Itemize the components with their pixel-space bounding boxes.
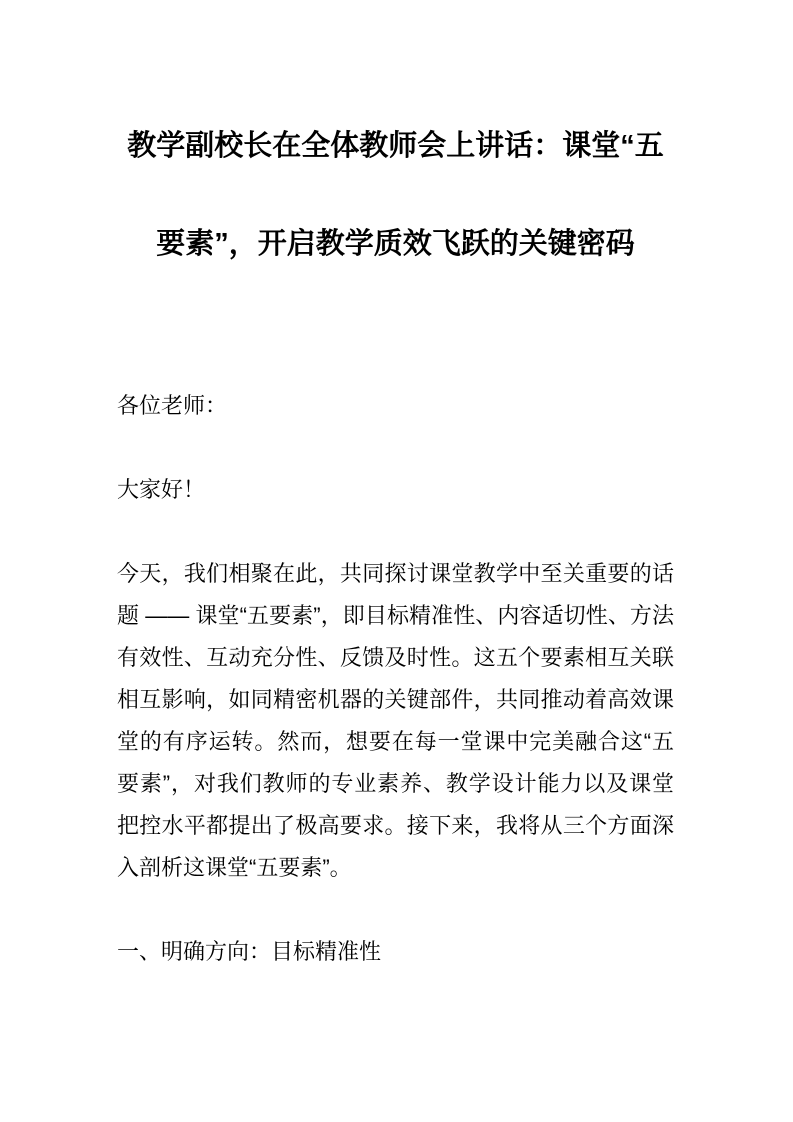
document-title [117,97,674,293]
paragraph-greeting: 大家好！ [117,477,206,502]
title-line-1: 教学副校长在全体教师会上讲话：课堂“五 [127,130,664,162]
section-heading-1: 一、明确方向：目标精准性 [117,939,382,964]
title-line-2: 要素”，开启教学质效飞跃的关键密码 [156,228,635,260]
paragraph-intro: 今天，我们相聚在此，共同探讨课堂教学中至关重要的话题 —— 课堂“五要素”，即目标精准性、内容适切性、方法有效性、互动充分性、反馈及时性。这五个要素相互关联相互影响，如同精密机器的关键部件，共同推动着高效课堂的有序运转。然而，想要在每一堂课中完美融合这“五要素”，对我们教师的专业素养、教学设计能力以及课堂把控水平都提出了极高要求。接下来，我将从三个方面深入剖析这课堂“五要素”。 [117,561,674,880]
paragraph-salutation: 各位老师： [117,393,228,418]
